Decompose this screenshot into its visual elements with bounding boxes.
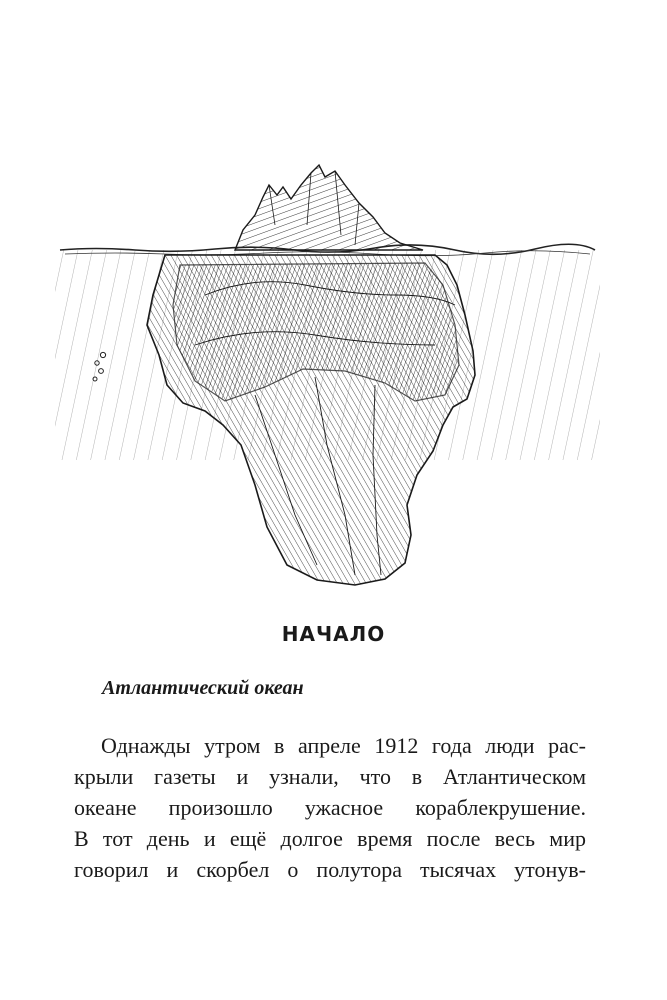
body-paragraph bbox=[74, 730, 586, 885]
iceberg-drawing bbox=[55, 155, 600, 595]
paragraph-line: говорил и скорбел о полутора тысячах утонув- bbox=[74, 857, 586, 882]
paragraph-line: Однажды утром в апреле 1912 года люди рас- bbox=[101, 733, 586, 758]
iceberg-tip bbox=[235, 165, 423, 250]
chapter-title: НАЧАЛО bbox=[281, 622, 386, 646]
paragraph-line: крыли газеты и узнали, что в Атлантическом bbox=[74, 764, 586, 789]
section-subtitle: Атлантический океан bbox=[102, 677, 304, 699]
paragraph-line: В тот день и ещё долгое время после весь мир bbox=[74, 826, 586, 851]
iceberg-illustration bbox=[55, 155, 600, 595]
paragraph-line: океане произошло ужасное кораблекрушение. bbox=[74, 795, 586, 820]
